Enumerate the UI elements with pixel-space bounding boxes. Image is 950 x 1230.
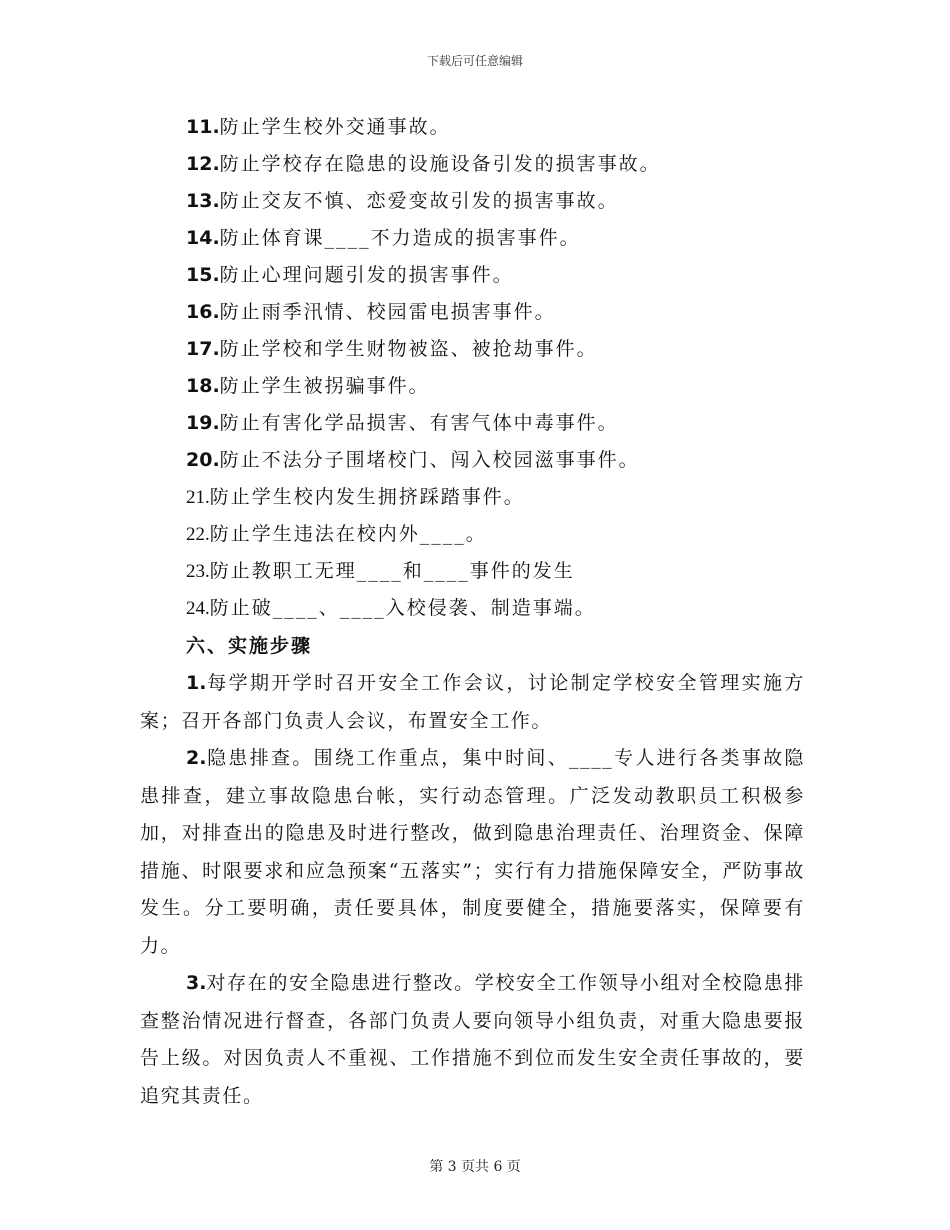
step-number: 2. bbox=[186, 747, 207, 769]
list-item bbox=[140, 479, 805, 516]
list-item-number: 18. bbox=[186, 375, 220, 397]
step-paragraph bbox=[140, 665, 805, 740]
list-item-number: 24. bbox=[186, 598, 210, 619]
list-item-number: 14. bbox=[186, 227, 220, 249]
page-footer: 第 3 页共 6 页 bbox=[429, 1159, 521, 1175]
list-item-text: 防止交友不慎、恋爱变故引发的损害事故。 bbox=[219, 190, 619, 212]
step-number: 3. bbox=[186, 972, 207, 994]
step-text: 对存在的安全隐患进行整改。学校安全工作领导小组对全校隐患排查整治情况进行督查，各部门负责人要向领导小组负责，对重大隐患要报告上级。对因负责人不重视、工作措施不到位而发生安全责任事故的，要追究其责任。 bbox=[140, 972, 805, 1107]
list-item bbox=[140, 257, 805, 294]
list-item-number: 21. bbox=[186, 487, 210, 508]
list-item-text: 防止学生校内发生拥挤踩踏事件。 bbox=[209, 486, 525, 508]
list-item bbox=[140, 146, 805, 183]
list-item-number: 13. bbox=[186, 190, 220, 212]
list-item-number: 23. bbox=[186, 561, 210, 582]
list-item bbox=[140, 516, 805, 553]
list-item bbox=[140, 109, 805, 146]
step-text: 每学期开学时召开安全工作会议，讨论制定学校安全管理实施方案；召开各部门负责人会议，布置安全工作。 bbox=[140, 672, 805, 732]
list-item-number: 15. bbox=[186, 264, 220, 286]
step-number: 1. bbox=[186, 672, 207, 694]
list-item-number: 22. bbox=[186, 524, 210, 545]
list-item-number: 19. bbox=[186, 412, 220, 434]
list-item-number: 12. bbox=[186, 153, 220, 175]
list-item bbox=[140, 331, 805, 368]
list-item-number: 20. bbox=[186, 449, 220, 471]
list-item-number: 17. bbox=[186, 338, 220, 360]
list-item-text: 防止学生违法在校内外____。 bbox=[209, 523, 487, 545]
step-paragraph bbox=[140, 740, 805, 965]
list-item-text: 防止破____、____入校侵袭、制造事端。 bbox=[209, 597, 596, 619]
list-item bbox=[140, 220, 805, 257]
list-item bbox=[140, 553, 805, 590]
section-heading: 六、实施步骤 bbox=[186, 635, 313, 657]
numbered-list bbox=[140, 109, 805, 627]
list-item-text: 防止心理问题引发的损害事件。 bbox=[219, 264, 514, 286]
list-item-text: 防止不法分子围堵校门、闯入校园滋事事件。 bbox=[219, 449, 640, 471]
list-item-text: 防止体育课____不力造成的损害事件。 bbox=[219, 227, 581, 249]
list-item bbox=[140, 294, 805, 331]
list-item bbox=[140, 442, 805, 479]
list-item bbox=[140, 405, 805, 442]
list-item-text: 防止学校和学生财物被盗、被抢劫事件。 bbox=[219, 338, 598, 360]
list-item bbox=[140, 590, 805, 627]
list-item-text: 防止学生校外交通事故。 bbox=[219, 116, 451, 138]
page-header: 下载后可任意编辑 bbox=[426, 54, 523, 68]
list-item-number: 16. bbox=[186, 301, 220, 323]
list-item bbox=[140, 368, 805, 405]
document-body bbox=[140, 109, 805, 1115]
list-item-number: 11. bbox=[186, 116, 220, 138]
list-item-text: 防止教职工无理____和____事件的发生 bbox=[209, 560, 575, 582]
step-paragraph bbox=[140, 965, 805, 1115]
list-item-text: 防止有害化学品损害、有害气体中毒事件。 bbox=[219, 412, 619, 434]
list-item-text: 防止雨季汛情、校园雷电损害事件。 bbox=[219, 301, 556, 323]
list-item-text: 防止学生被拐骗事件。 bbox=[219, 375, 430, 397]
list-item-text: 防止学校存在隐患的设施设备引发的损害事故。 bbox=[219, 153, 661, 175]
paragraphs bbox=[140, 665, 805, 1115]
step-text: 隐患排查。围绕工作重点，集中时间、____专人进行各类事故隐患排查，建立事故隐患台帐，实行动态管理。广泛发动教职员工积极参加，对排查出的隐患及时进行整改，做到隐患治理责任、治理资金、保障措施、时限要求和应急预案“五落实”；实行有力措施保障安全，严防事故发生。分工要明确，责任要具体，制度要健全，措施要落实，保障要有力。 bbox=[140, 747, 805, 957]
list-item bbox=[140, 183, 805, 220]
